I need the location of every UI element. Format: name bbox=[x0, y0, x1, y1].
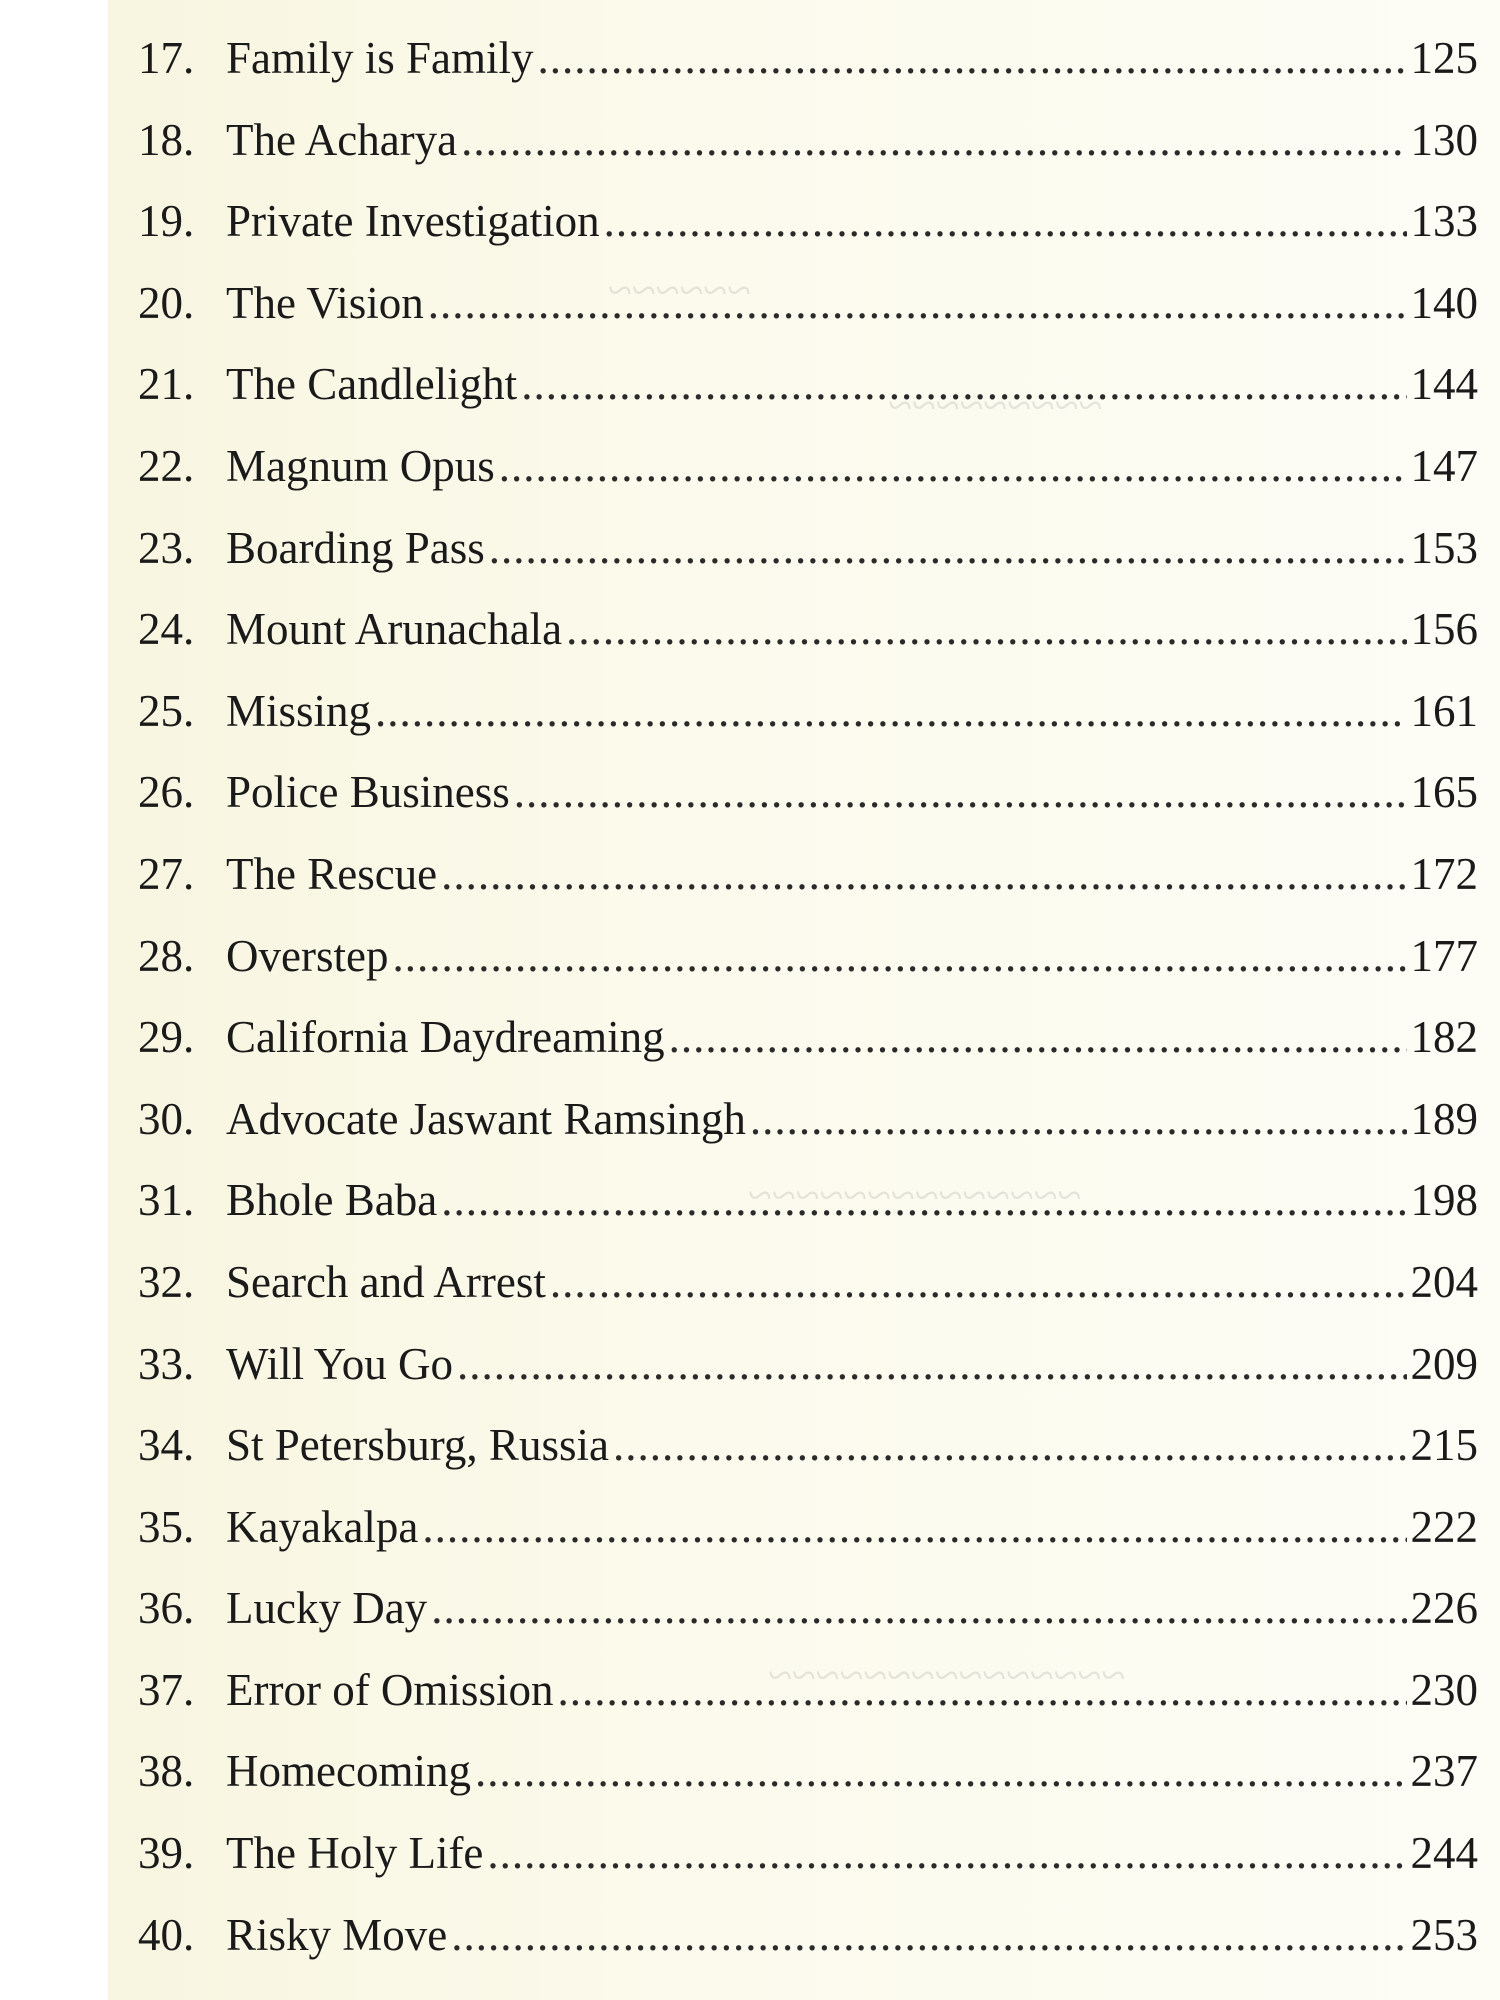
page-number: 140 bbox=[1410, 277, 1478, 328]
toc-entry bbox=[138, 848, 1478, 934]
page-number: 253 bbox=[1410, 1909, 1478, 1960]
dot-leader bbox=[441, 1178, 1406, 1223]
page-number: 209 bbox=[1410, 1338, 1478, 1389]
chapter-number: 37. bbox=[138, 1664, 195, 1715]
page-number: 198 bbox=[1410, 1175, 1478, 1226]
chapter-number: 17. bbox=[138, 33, 195, 83]
toc-entry bbox=[138, 1256, 1478, 1342]
page-number: 133 bbox=[1410, 196, 1478, 247]
toc-entry bbox=[138, 1338, 1478, 1424]
dot-leader bbox=[514, 770, 1407, 815]
toc-entry bbox=[138, 1012, 1478, 1097]
dot-leader bbox=[375, 689, 1406, 734]
dot-leader bbox=[550, 1260, 1407, 1305]
chapter-number: 32. bbox=[138, 1256, 195, 1307]
dot-leader bbox=[750, 1097, 1407, 1142]
chapter-number: 20. bbox=[138, 277, 195, 328]
page-number: 182 bbox=[1410, 1012, 1478, 1063]
chapter-number: 30. bbox=[138, 1093, 195, 1144]
chapter-number: 25. bbox=[138, 685, 195, 736]
toc-entry bbox=[138, 1828, 1478, 1913]
page-number: 130 bbox=[1410, 114, 1478, 165]
dot-leader bbox=[487, 1831, 1406, 1876]
chapter-title: Police Business bbox=[226, 767, 510, 818]
chapter-title: Error of Omission bbox=[226, 1664, 554, 1715]
chapter-title: Homecoming bbox=[226, 1746, 471, 1797]
dot-leader bbox=[604, 199, 1407, 244]
dot-leader bbox=[489, 526, 1407, 571]
chapter-title: The Acharya bbox=[226, 114, 458, 165]
chapter-title: The Vision bbox=[226, 277, 424, 328]
chapter-number: 29. bbox=[138, 1012, 195, 1063]
toc-entry bbox=[138, 1093, 1478, 1179]
chapter-title: Boarding Pass bbox=[226, 522, 485, 573]
chapter-title: The Holy Life bbox=[226, 1828, 484, 1879]
chapter-title: Kayakalpa bbox=[226, 1501, 419, 1552]
page-number: 189 bbox=[1410, 1093, 1478, 1144]
chapter-title: Mount Arunachala bbox=[226, 604, 563, 655]
chapter-title: The Candlelight bbox=[226, 359, 518, 410]
bleed-through-mark: ~~~~~~~~~~~~~~~ bbox=[768, 1651, 1126, 1700]
dot-leader bbox=[451, 1913, 1406, 1958]
dot-leader bbox=[428, 281, 1407, 326]
toc-entry bbox=[138, 1420, 1478, 1505]
page-number: 144 bbox=[1410, 359, 1478, 410]
chapter-number: 24. bbox=[138, 604, 195, 655]
chapter-title: Will You Go bbox=[226, 1338, 453, 1389]
dot-leader bbox=[499, 444, 1407, 489]
chapter-title: Private Investigation bbox=[226, 196, 600, 247]
dot-leader bbox=[461, 118, 1406, 163]
chapter-number: 33. bbox=[138, 1338, 195, 1389]
dot-leader bbox=[557, 1668, 1406, 1713]
chapter-title: California Daydreaming bbox=[226, 1012, 665, 1063]
page-number: 125 bbox=[1410, 33, 1478, 83]
page-number: 165 bbox=[1410, 767, 1478, 818]
toc-entry bbox=[138, 930, 1478, 1016]
chapter-number: 21. bbox=[138, 359, 195, 410]
page-number: 172 bbox=[1410, 848, 1478, 899]
page-number: 244 bbox=[1410, 1828, 1478, 1879]
page-number: 230 bbox=[1410, 1664, 1478, 1715]
chapter-number: 39. bbox=[138, 1828, 195, 1879]
chapter-number: 35. bbox=[138, 1501, 195, 1552]
chapter-title: Magnum Opus bbox=[226, 440, 495, 491]
chapter-number: 31. bbox=[138, 1175, 195, 1226]
toc-entry bbox=[138, 196, 1478, 281]
chapter-title: The Rescue bbox=[226, 848, 438, 899]
page-number: 177 bbox=[1410, 930, 1478, 981]
page-number: 156 bbox=[1410, 604, 1478, 655]
dot-leader bbox=[441, 852, 1406, 897]
toc-entry bbox=[138, 114, 1478, 200]
page-number: 237 bbox=[1410, 1746, 1478, 1797]
page-number: 204 bbox=[1410, 1256, 1478, 1307]
chapter-number: 23. bbox=[138, 522, 195, 573]
toc-entry bbox=[138, 767, 1478, 852]
chapter-title: Lucky Day bbox=[226, 1583, 428, 1634]
chapter-title: Family is Family bbox=[226, 33, 534, 83]
chapter-title: St Petersburg, Russia bbox=[226, 1420, 609, 1471]
dot-leader bbox=[538, 36, 1407, 81]
toc-entry bbox=[138, 1746, 1478, 1831]
chapter-title: Overstep bbox=[226, 930, 389, 981]
dot-leader bbox=[613, 1423, 1407, 1468]
chapter-title: Missing bbox=[226, 685, 372, 736]
chapter-number: 19. bbox=[138, 196, 195, 247]
dot-leader bbox=[566, 607, 1406, 652]
toc-entry bbox=[138, 1175, 1478, 1260]
toc-entry bbox=[138, 1583, 1478, 1668]
bleed-through-mark: ~~~~~~ bbox=[608, 266, 751, 315]
dot-leader bbox=[431, 1586, 1406, 1631]
toc-entry bbox=[138, 685, 1478, 771]
chapter-title: Advocate Jaswant Ramsingh bbox=[226, 1093, 746, 1144]
page-number: 226 bbox=[1410, 1583, 1478, 1634]
toc-entry bbox=[138, 604, 1478, 689]
chapter-title: Bhole Baba bbox=[226, 1175, 438, 1226]
page-number: 222 bbox=[1410, 1501, 1478, 1552]
dot-leader bbox=[475, 1749, 1407, 1794]
toc-entry bbox=[138, 1664, 1478, 1750]
table-of-contents bbox=[138, 33, 1478, 1994]
toc-entry bbox=[138, 277, 1478, 363]
chapter-number: 22. bbox=[138, 440, 195, 491]
dot-leader bbox=[669, 1015, 1407, 1060]
page-number: 215 bbox=[1410, 1420, 1478, 1471]
page-number: 161 bbox=[1410, 685, 1478, 736]
book-page bbox=[108, 0, 1500, 2000]
bleed-through-mark: ~~~~~~~~~ bbox=[888, 381, 1103, 430]
toc-entry bbox=[138, 440, 1478, 526]
dot-leader bbox=[457, 1342, 1407, 1387]
chapter-number: 40. bbox=[138, 1909, 195, 1960]
chapter-number: 34. bbox=[138, 1420, 195, 1471]
dot-leader bbox=[521, 362, 1406, 407]
chapter-title: Search and Arrest bbox=[226, 1256, 546, 1307]
page-number: 147 bbox=[1410, 440, 1478, 491]
chapter-number: 38. bbox=[138, 1746, 195, 1797]
toc-entry bbox=[138, 522, 1478, 608]
chapter-number: 18. bbox=[138, 114, 195, 165]
dot-leader bbox=[422, 1505, 1406, 1550]
toc-entry bbox=[138, 359, 1478, 444]
chapter-number: 28. bbox=[138, 930, 195, 981]
chapter-number: 27. bbox=[138, 848, 195, 899]
toc-entry bbox=[138, 1909, 1478, 1995]
toc-entry bbox=[138, 1501, 1478, 1587]
chapter-title: Risky Move bbox=[226, 1909, 448, 1960]
toc-entry bbox=[138, 33, 1478, 118]
page-number: 153 bbox=[1410, 522, 1478, 573]
bleed-through-mark: ~~~~~~~~~~~~~~ bbox=[748, 1171, 1082, 1220]
dot-leader bbox=[392, 934, 1406, 979]
chapter-number: 26. bbox=[138, 767, 195, 818]
chapter-number: 36. bbox=[138, 1583, 195, 1634]
